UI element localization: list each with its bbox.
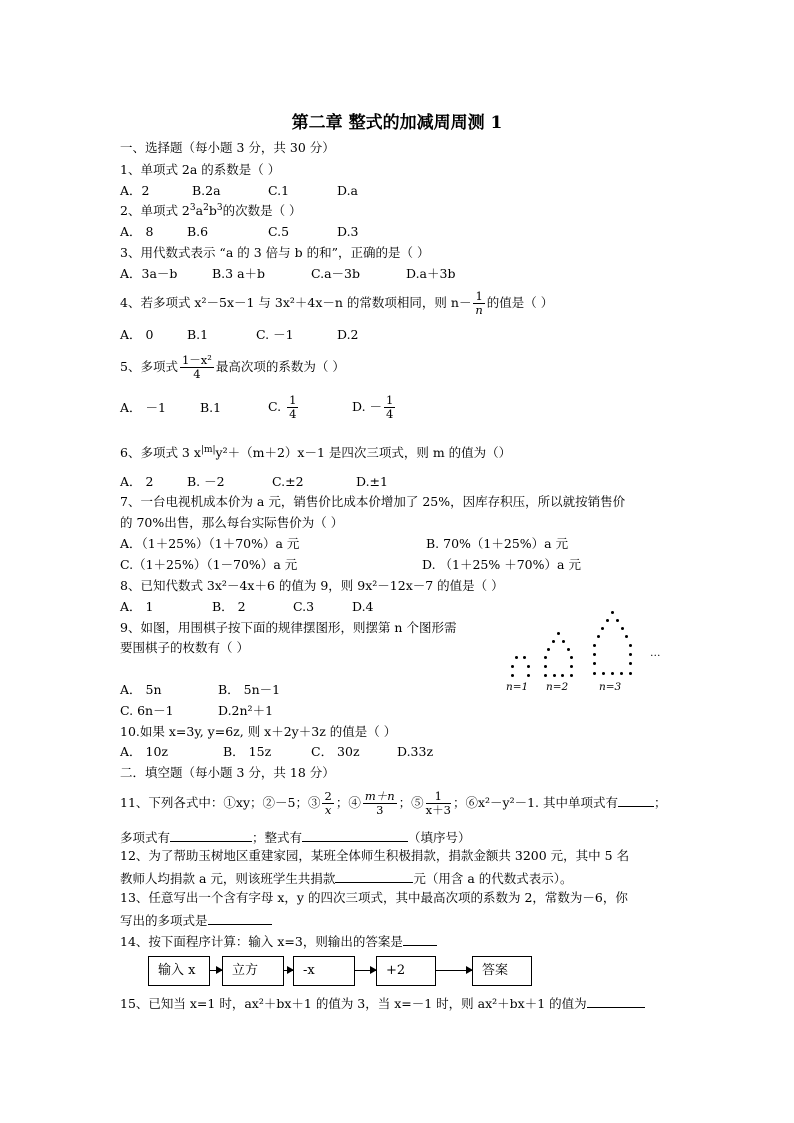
q12-blank[interactable] bbox=[335, 869, 413, 883]
flow-box-answer: 答案 bbox=[472, 956, 532, 986]
q10-option-b: B． 15z bbox=[223, 744, 272, 759]
q9-option-a: A． 5n bbox=[120, 682, 162, 697]
q10-option-c: C． 30z bbox=[311, 744, 360, 759]
q6-option-b: B. －2 bbox=[187, 474, 225, 489]
q4-option-b: B.1 bbox=[187, 327, 209, 342]
q8-option-d: D.4 bbox=[352, 599, 374, 614]
q3-option-a: A．3a－b bbox=[120, 266, 178, 281]
q8-option-a: A． 1 bbox=[120, 599, 154, 614]
q1-option-a: A．2 bbox=[120, 183, 150, 198]
q2-stem: 2、单项式 $2^3a^2b^3$的次数是（ ） bbox=[120, 202, 302, 218]
flow-arrow-2 bbox=[284, 970, 293, 971]
q3-stem: 3、用代数式表示 “a 的 3 倍与 b 的和”，正确的是（ ） bbox=[120, 245, 430, 260]
q9-option-d: D.2n²＋1 bbox=[218, 703, 274, 718]
q8-option-c: C.3 bbox=[293, 599, 315, 614]
section-1-heading: 一、选择题（每小题 3 分，共 30 分） bbox=[120, 140, 335, 155]
q8-option-b: B． 2 bbox=[212, 599, 246, 614]
q11-line2: 多项式有 ；整式有 （填序号） bbox=[120, 830, 471, 845]
q11-blank-monomial[interactable] bbox=[618, 793, 654, 807]
q1-stem: 1、单项式 2a 的系数是（ ） bbox=[120, 162, 281, 177]
q7-option-c: C.（1＋25%）（1－70%）a 元 bbox=[120, 557, 298, 572]
q13-line1: 13、任意写出一个含有字母 x，y 的四次三项式，其中最高次项的系数为 2，常数为－6，你 bbox=[120, 890, 628, 905]
q12-line1: 12、为了帮助玉树地区重建家园，某班全体师生积极捐款，捐款金额共 3200 元，其中 5 名 bbox=[120, 848, 630, 863]
q1-option-c: C.1 bbox=[268, 183, 290, 198]
q4-fraction: $\frac{1}{n}$ bbox=[475, 289, 483, 317]
pattern-ellipsis: … bbox=[650, 647, 661, 659]
q11-blank-integral[interactable] bbox=[302, 828, 408, 842]
q5-option-a: A． －1 bbox=[120, 400, 166, 415]
q1-option-d: D.a bbox=[337, 183, 359, 198]
q9-stem-line2: 要围棋子的枚数有（ ） bbox=[120, 640, 249, 655]
page-title: 第二章 整式的加减周周测 1 bbox=[291, 113, 503, 133]
q14-blank[interactable] bbox=[403, 932, 437, 946]
q10-option-d: D.33z bbox=[397, 744, 434, 759]
q3-option-c: C.a－3b bbox=[311, 266, 360, 281]
flow-box-plus-2: +2 bbox=[376, 956, 436, 986]
section-2-heading: 二．填空题（每小题 3 分，共 18 分） bbox=[120, 765, 335, 780]
q1-option-b: B.2a bbox=[192, 183, 221, 198]
q9-stem-line1: 9、如图，用围棋子按下面的规律摆图形，则摆第 n 个图形需 bbox=[120, 620, 457, 635]
q7-stem-line1: 7、一台电视机成本价为 a 元，销售价比成本价增加了 25%，因库存积压，所以就按销售价 bbox=[120, 494, 626, 509]
q4-option-d: D.2 bbox=[337, 327, 359, 342]
q7-stem-line2: 的 70%出售，那么每台实际售价为（ ） bbox=[120, 515, 344, 530]
q2-option-d: D.3 bbox=[337, 224, 359, 239]
q11-blank-polynomial[interactable] bbox=[170, 828, 252, 842]
q7-option-a: A．（1＋25%）（1＋70%）a 元 bbox=[120, 536, 300, 551]
flow-arrow-4 bbox=[436, 970, 472, 971]
q14-stem: 14、按下面程序计算：输入 x=3，则输出的答案是 bbox=[120, 932, 437, 950]
q4-stem: 4、若多项式 x²－5x－1 与 3x²＋4x－n 的常数项相同，则 n－ $\frac{1}{n}$ 的值是（ ） bbox=[120, 289, 554, 317]
q6-option-c: C.±2 bbox=[272, 474, 304, 489]
pattern-label-n1: n=1 bbox=[506, 681, 529, 693]
q6-option-d: D.±1 bbox=[356, 474, 388, 489]
pattern-label-n2: n=2 bbox=[546, 681, 569, 693]
q10-stem: 10.如果 x=3y, y=6z, 则 x＋2y＋3z 的值是（ ） bbox=[120, 724, 397, 739]
pattern-label-n3: n=3 bbox=[599, 681, 622, 693]
q4-option-c: C. －1 bbox=[256, 327, 294, 342]
q12-line2: 教师人均捐款 a 元，则该班学生共捐款 元（用含 a 的代数式表示）。 bbox=[120, 871, 573, 886]
q9-option-b: B． 5n－1 bbox=[218, 682, 281, 697]
flow-arrow-1 bbox=[210, 970, 222, 971]
q5-stem: 5、多项式 $\frac{\text{1－x²}}{4}$ 最高次项的系数为（ ） bbox=[120, 353, 345, 381]
q10-option-a: A． 10z bbox=[120, 744, 168, 759]
q8-stem: 8、已知代数式 3x²－4x＋6 的值为 9，则 9x²－12x－7 的值是（ ） bbox=[120, 578, 504, 593]
q15-blank[interactable] bbox=[587, 994, 645, 1008]
q4-option-a: A． 0 bbox=[120, 327, 154, 342]
q11-stem: 11、下列各式中：①xy；②－5；③ $\frac{2}{x}$ ；④ $\frac{m+n}{3}$ ；⑤ $\frac{1}{x+3}$ ；⑥x²－y²－1. 其中单项式有 ； bbox=[120, 789, 667, 817]
q6-stem: 6、多项式 3 $x^{|m|}y^2+(m+2)x-1$ 是四次三项式，则 m 的值为（） bbox=[120, 444, 512, 460]
q3-option-d: D.a＋3b bbox=[406, 266, 456, 281]
q3-option-b: B.3 a＋b bbox=[212, 266, 266, 281]
q13-blank[interactable] bbox=[208, 911, 272, 925]
q5-option-b: B.1 bbox=[200, 400, 222, 415]
q5-fraction: $\frac{\text{1－x²}}{4}$ bbox=[181, 353, 212, 381]
flow-arrow-3 bbox=[355, 970, 376, 971]
flow-box-minus-x: -x bbox=[293, 956, 355, 986]
q5-option-d: D. － $\frac{1}{4}$ bbox=[352, 393, 394, 421]
q2-option-c: C.5 bbox=[268, 224, 290, 239]
q9-stone-pattern-figure bbox=[500, 600, 680, 700]
q6-option-a: A． 2 bbox=[120, 474, 154, 489]
q2-option-a: A． 8 bbox=[120, 224, 154, 239]
flow-box-cube: 立方 bbox=[222, 956, 284, 986]
flow-box-input: 输入 x bbox=[148, 956, 210, 986]
q5-option-c: C. $\frac{1}{4}$ bbox=[268, 393, 297, 421]
q2-option-b: B.6 bbox=[187, 224, 209, 239]
q7-option-d: D. （1＋25% ＋70%）a 元 bbox=[422, 557, 581, 572]
q9-option-c: C. 6n－1 bbox=[120, 703, 174, 718]
q7-option-b: B. 70%（1＋25%）a 元 bbox=[426, 536, 569, 551]
q15-stem: 15、已知当 x=1 时，ax²＋bx＋1 的值为 3，当 x=－1 时，则 ax²＋bx＋1 的值为 bbox=[120, 994, 645, 1012]
q13-line2: 写出的多项式是 bbox=[120, 911, 272, 929]
